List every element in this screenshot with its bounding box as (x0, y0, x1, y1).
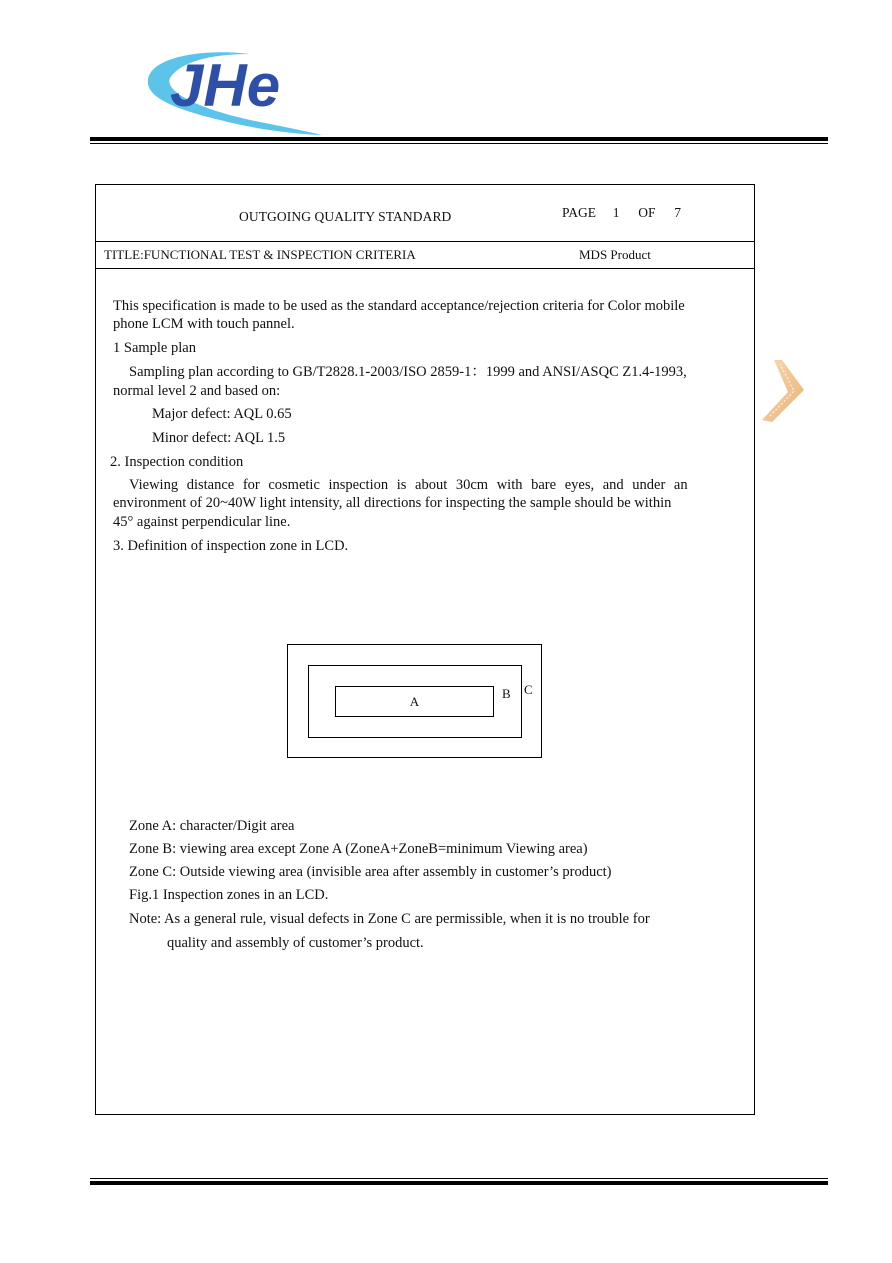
minor-defect: Minor defect: AQL 1.5 (152, 430, 286, 446)
section-3-heading: 3. Definition of inspection zone in LCD. (113, 538, 349, 554)
header-rule (90, 137, 828, 144)
section-2-line-1: Viewing distance for cosmetic inspection is about 30cm with bare eyes, and under an (129, 477, 688, 493)
section-2-line-3: 45° against perpendicular line. (113, 514, 291, 530)
intro-line-1: This specification is made to be used as the standard acceptance/rejection criteria for Color mobile (113, 298, 685, 314)
zone-c-label: C (524, 682, 533, 697)
zone-c-description: Zone C: Outside viewing area (invisible area after assembly in customer’s product) (129, 864, 612, 880)
footer-rule (90, 1178, 828, 1185)
page-total: 7 (674, 205, 682, 220)
section-2-line-2: environment of 20~40W light intensity, all directions for inspecting the sample should be within (113, 495, 672, 511)
svg-text:JHe: JHe (170, 52, 281, 119)
major-defect: Major defect: AQL 0.65 (152, 406, 292, 422)
figure-caption: Fig.1 Inspection zones in an LCD. (129, 887, 329, 903)
company-logo (140, 40, 340, 140)
subheader-title: TITLE:FUNCTIONAL TEST & INSPECTION CRITERIA (104, 247, 416, 262)
note-line-1: Note: As a general rule, visual defects in Zone C are permissible, when it is no trouble for (129, 911, 650, 927)
document-title: OUTGOING QUALITY STANDARD (239, 209, 452, 224)
note-line-2: quality and assembly of customer’s product. (167, 935, 424, 951)
zone-a-box: A (335, 686, 494, 717)
zone-a-description: Zone A: character/Digit area (129, 818, 295, 834)
product-label: MDS Product (579, 247, 651, 262)
section-1-line-2: normal level 2 and based on: (113, 383, 281, 399)
section-2-heading: 2. Inspection condition (110, 454, 244, 470)
page-of: OF (638, 205, 656, 220)
subheader-divider (96, 268, 754, 269)
section-1-line-1: Sampling plan according to GB/T2828.1-2003/ISO 2859-1：1999 and ANSI/ASQC Z1.4-1993, (129, 364, 687, 380)
page-indicator (562, 205, 681, 221)
intro-line-2: phone LCM with touch pannel. (113, 316, 295, 332)
zone-b-label: B (502, 686, 511, 701)
page-label: PAGE (562, 205, 597, 220)
zone-b-description: Zone B: viewing area except Zone A (ZoneA+ZoneB=minimum Viewing area) (129, 841, 588, 857)
chevron-right-icon (760, 358, 806, 424)
section-1-heading: 1 Sample plan (113, 340, 196, 356)
page-current: 1 (612, 205, 620, 220)
header-divider (96, 241, 754, 242)
